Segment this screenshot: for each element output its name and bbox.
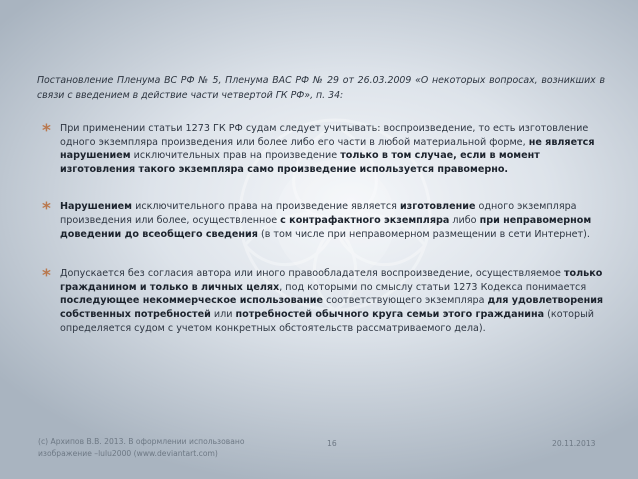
bold-text-segment: Нарушением xyxy=(60,201,133,213)
bullet-marker-icon: * xyxy=(42,266,51,287)
bullet-text xyxy=(60,268,603,333)
bullet-marker-icon: * xyxy=(42,121,51,141)
slide-header-citation: Постановление Пленума ВС РФ № 5, Пленума ВАС РФ № 29 от 26.03.2009 «О некоторых вопросах, возникших в связи с введением в действие части четвертой ГК РФ», п. 34: xyxy=(37,75,605,101)
text-segment: (который определяется судом с учетом конкретных обстоятельств рассматриваемого дела). xyxy=(60,308,594,334)
text-segment: одного экземпляра произведения или более, осуществленное xyxy=(60,201,577,226)
text-segment: или xyxy=(210,308,236,320)
bold-text-segment: не является нарушением xyxy=(60,136,595,162)
bold-text-segment: для удовлетворения собственных потребностей xyxy=(60,295,604,320)
bullet-item-2 xyxy=(38,200,608,241)
bullet-item-3 xyxy=(38,267,608,335)
footer-copyright-line-2: изображение –lulu2000 (www.deviantart.com) xyxy=(38,449,218,458)
bullet-item-1 xyxy=(38,122,608,176)
bold-text-segment: при неправомерном доведении до всеобщего сведения xyxy=(60,214,592,240)
text-segment: соответствующего экземпляра xyxy=(323,295,488,307)
bold-text-segment: только гражданином и только в личных целях xyxy=(60,268,603,293)
text-segment: , под которыми по смыслу статьи 1273 Кодекса понимается xyxy=(279,281,587,293)
footer-copyright-line-1: (с) Архипов В.В. 2013. В оформлении использовано xyxy=(38,437,245,446)
footer-date: 20.11.2013 xyxy=(552,439,596,448)
bold-text-segment: только в том случае, если в момент изготовления такого экземпляра само произведение используется правомерно. xyxy=(60,150,540,175)
text-segment: либо xyxy=(449,214,480,226)
bullet-text xyxy=(60,201,591,239)
bold-text-segment: потребностей обычного круга семьи этого гражданина xyxy=(235,308,545,320)
text-segment: (в том числе при неправомерном размещении в сети Интернет). xyxy=(257,228,590,240)
text-segment: Допускается без согласия автора или иного правообладателя воспроизведение, осуществляемое xyxy=(60,268,564,280)
bullet-text xyxy=(60,123,595,175)
footer-copyright xyxy=(38,436,298,460)
bullet-marker-icon: * xyxy=(42,199,51,220)
text-segment: исключительных прав на произведение xyxy=(130,150,341,162)
bullet-list xyxy=(38,122,608,335)
bold-text-segment: с контрафактного экземпляра xyxy=(280,214,450,226)
text-segment: исключительного права на произведение является xyxy=(132,201,400,213)
bold-text-segment: изготовление xyxy=(399,201,476,213)
text-segment: При применении статьи 1273 ГК РФ судам следует учитывать: воспроизведение, то есть изготовление одного экземпляра произведения или более либо его части в любой материальной форме, xyxy=(60,123,589,148)
page-number: 16 xyxy=(327,439,337,448)
bold-text-segment: последующее некоммерческое использование xyxy=(60,295,324,307)
